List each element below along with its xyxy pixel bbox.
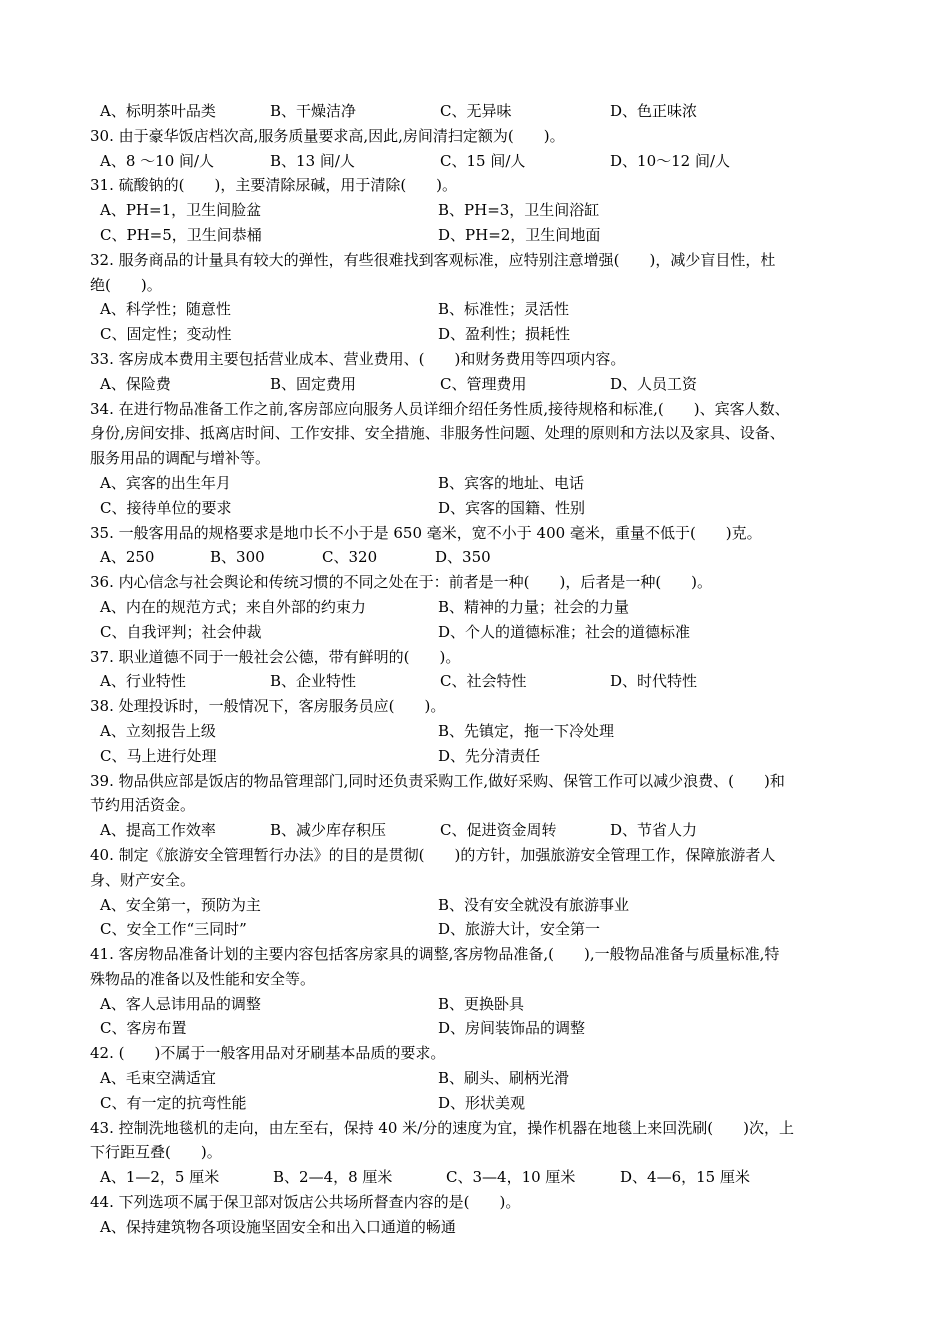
answer-option: C、马上进行处理 [100, 746, 217, 765]
answer-option: C、社会特性 [440, 672, 527, 691]
question-stem-line: 服务用品的调配与增补等。 [90, 449, 271, 468]
question-stem-line: 33. 客房成本费用主要包括营业成本、营业费用、( )和财务费用等四项内容。 [90, 349, 626, 368]
question-stem-line: 37. 职业道德不同于一般社会公德，带有鲜明的( )。 [90, 647, 461, 666]
answer-option: B、企业特性 [270, 672, 357, 691]
question-stem-line: 34. 在进行物品准备工作之前,客房部应向服务人员详细介绍任务性质,接待规格和标准,( )、宾客人数、 [90, 399, 790, 418]
answer-option: C、接待单位的要求 [100, 498, 232, 517]
question-item [90, 248, 870, 347]
options-row [90, 1016, 870, 1041]
answer-option: A、科学性；随意性 [100, 300, 231, 319]
answer-option: B、没有安全就没有旅游事业 [438, 895, 630, 914]
answer-option: B、精神的力量；社会的力量 [438, 597, 630, 616]
question-item [90, 1041, 870, 1115]
answer-option: C、自我评判；社会仲裁 [100, 622, 262, 641]
answer-option: C、320 [322, 548, 378, 567]
options-row [90, 818, 870, 843]
question-item [90, 1190, 870, 1240]
question-stem-line: 42. ( )不属于一般客用品对牙刷基本品质的要求。 [90, 1044, 446, 1063]
answer-option: C、3—4，10 厘米 [446, 1168, 576, 1187]
question-stem-line: 44. 下列选项不属于保卫部对饭店公共场所督查内容的是( )。 [90, 1193, 521, 1212]
options-row [90, 149, 870, 174]
answer-option: A、8 ～10 间/人 [100, 151, 215, 170]
options-row [90, 297, 870, 322]
answer-option: D、房间装饰品的调整 [438, 1019, 586, 1038]
answer-option: A、毛束空满适宜 [100, 1069, 216, 1088]
answer-option: B、先镇定，拖一下冷处理 [438, 721, 615, 740]
question-stem-line: 30. 由于豪华饭店档次高,服务质量要求高,因此,房间清扫定额为( )。 [90, 126, 565, 145]
answer-option: D、350 [435, 548, 491, 567]
answer-option: B、刷头、刷柄光滑 [438, 1069, 570, 1088]
answer-option: D、盈利性；损耗性 [438, 325, 571, 344]
answer-option: A、安全第一，预防为主 [100, 895, 261, 914]
answer-option: D、PH=2，卫生间地面 [438, 225, 601, 244]
options-row [90, 1165, 870, 1190]
question-item [90, 570, 870, 644]
question-item [90, 124, 870, 174]
answer-option: B、减少库存积压 [270, 821, 387, 840]
options-row [90, 545, 870, 570]
answer-option: C、客房布置 [100, 1019, 187, 1038]
options-row [90, 223, 870, 248]
question-item [90, 843, 870, 942]
options-row [90, 917, 870, 942]
question-stem-line: 41. 客房物品准备计划的主要内容包括客房家具的调整,客房物品准备,( ),一般物品准备与质量标准,特 [90, 945, 780, 964]
answer-option: D、时代特性 [610, 672, 698, 691]
question-item [90, 942, 870, 1041]
question-item [90, 645, 870, 695]
question-stem-line: 节约用活资金。 [90, 796, 196, 815]
options-row [90, 719, 870, 744]
answer-option: A、行业特性 [100, 672, 186, 691]
answer-option: D、旅游大计，安全第一 [438, 920, 601, 939]
answer-option: A、内在的规范方式；来自外部的约束力 [100, 597, 366, 616]
answer-option: D、人员工资 [610, 374, 698, 393]
question-item [90, 694, 870, 768]
question-stem-line: 身份,房间安排、抵离店时间、工作安排、安全措施、非服务性问题、处理的原则和方法以及家具、设备、 [90, 424, 785, 443]
answer-option: A、客人忌讳用品的调整 [100, 994, 261, 1013]
question-item [90, 769, 870, 843]
answer-option: B、标准性；灵活性 [438, 300, 570, 319]
answer-option: B、固定费用 [270, 374, 357, 393]
answer-option: A、PH=1，卫生间脸盆 [100, 201, 262, 220]
options-row [90, 893, 870, 918]
answer-option: B、2—4，8 厘米 [273, 1168, 393, 1187]
answer-option: B、300 [210, 548, 265, 567]
answer-option: C、安全工作“三同时” [100, 920, 247, 939]
answer-option: D、10～12 间/人 [610, 151, 731, 170]
question-item [90, 347, 870, 397]
answer-option: D、节省人力 [610, 821, 698, 840]
options-row [90, 1091, 870, 1116]
question-stem-line: 38. 处理投诉时，一般情况下，客房服务员应( )。 [90, 697, 446, 716]
question-stem-line: 40. 制定《旅游安全管理暂行办法》的目的是贯彻( )的方针，加强旅游安全管理工作，保障旅游者人 [90, 845, 776, 864]
answer-option: D、4—6，15 厘米 [620, 1168, 750, 1187]
answer-option: C、固定性；变动性 [100, 325, 232, 344]
options-row [90, 669, 870, 694]
options-row [90, 322, 870, 347]
options-row [90, 992, 870, 1017]
answer-option: C、15 间/人 [440, 151, 526, 170]
answer-option: C、有一定的抗弯性能 [100, 1093, 247, 1112]
answer-option: C、管理费用 [440, 374, 527, 393]
question-stem-line: 殊物品的准备以及性能和安全等。 [90, 969, 316, 988]
options-row [90, 1066, 870, 1091]
answer-option: D、形状美观 [438, 1093, 526, 1112]
answer-option: B、PH=3，卫生间浴缸 [438, 201, 600, 220]
answer-option: A、保险费 [100, 374, 171, 393]
answer-option: A、提高工作效率 [100, 821, 216, 840]
options-row [90, 1215, 870, 1240]
options-row [90, 620, 870, 645]
answer-option: A、保持建筑物各项设施坚固安全和出入口通道的畅通 [100, 1217, 456, 1236]
answer-option: C、促进资金周转 [440, 821, 557, 840]
answer-option: B、干燥洁净 [270, 102, 357, 120]
answer-option: C、PH=5，卫生间恭桶 [100, 225, 262, 244]
answer-option: A、立刻报告上级 [100, 721, 216, 740]
options-row [90, 496, 870, 521]
question-stem-line: 39. 物品供应部是饭店的物品管理部门,同时还负责采购工作,做好采购、保管工作可以减少浪费、( )和 [90, 771, 785, 790]
answer-option: B、更换卧具 [438, 994, 525, 1013]
answer-option: A、宾客的出生年月 [100, 473, 231, 492]
options-row [90, 471, 870, 496]
question-stem-line: 下行距互叠( )。 [90, 1143, 222, 1162]
answer-option: D、色正味浓 [610, 102, 698, 120]
question-item [90, 1116, 870, 1190]
answer-option: A、标明茶叶品类 [100, 102, 216, 120]
question-stem-line: 43. 控制洗地毯机的走向，由左至右，保持 40 米/分的速度为宜，操作机器在地毯上来回洗刷( )次，上 [90, 1118, 795, 1137]
question-item [90, 397, 870, 521]
question-item [90, 521, 870, 571]
answer-option: B、宾客的地址、电话 [438, 473, 585, 492]
answer-option: D、宾客的国籍、性别 [438, 498, 586, 517]
options-row [90, 595, 870, 620]
options-row [90, 99, 870, 124]
answer-option: C、无异味 [440, 102, 512, 120]
answer-option: D、先分清责任 [438, 746, 541, 765]
question-stem-line: 身、财产安全。 [90, 870, 196, 889]
answer-option: A、1—2，5 厘米 [100, 1168, 220, 1187]
question-stem-line: 32. 服务商品的计量具有较大的弹性，有些很难找到客观标准，应特别注意增强( )，减少盲目性，杜 [90, 250, 776, 269]
question-item [90, 173, 870, 247]
options-row [90, 198, 870, 223]
answer-option: B、13 间/人 [270, 151, 355, 170]
answer-option: D、个人的道德标准；社会的道德标准 [438, 622, 691, 641]
question-stem-line: 35. 一般客用品的规格要求是地巾长不小于是 650 毫米，宽不小于 400 毫米，重量不低于( )克。 [90, 523, 762, 542]
question-item [90, 99, 870, 124]
answer-option: A、250 [100, 548, 155, 567]
options-row [90, 372, 870, 397]
question-list [90, 99, 870, 1240]
options-row [90, 744, 870, 769]
question-stem-line: 绝( )。 [90, 275, 162, 294]
question-stem-line: 36. 内心信念与社会舆论和传统习惯的不同之处在于：前者是一种( )，后者是一种( )。 [90, 573, 713, 592]
question-stem-line: 31. 硫酸钠的( )，主要清除尿碱，用于清除( )。 [90, 176, 458, 195]
